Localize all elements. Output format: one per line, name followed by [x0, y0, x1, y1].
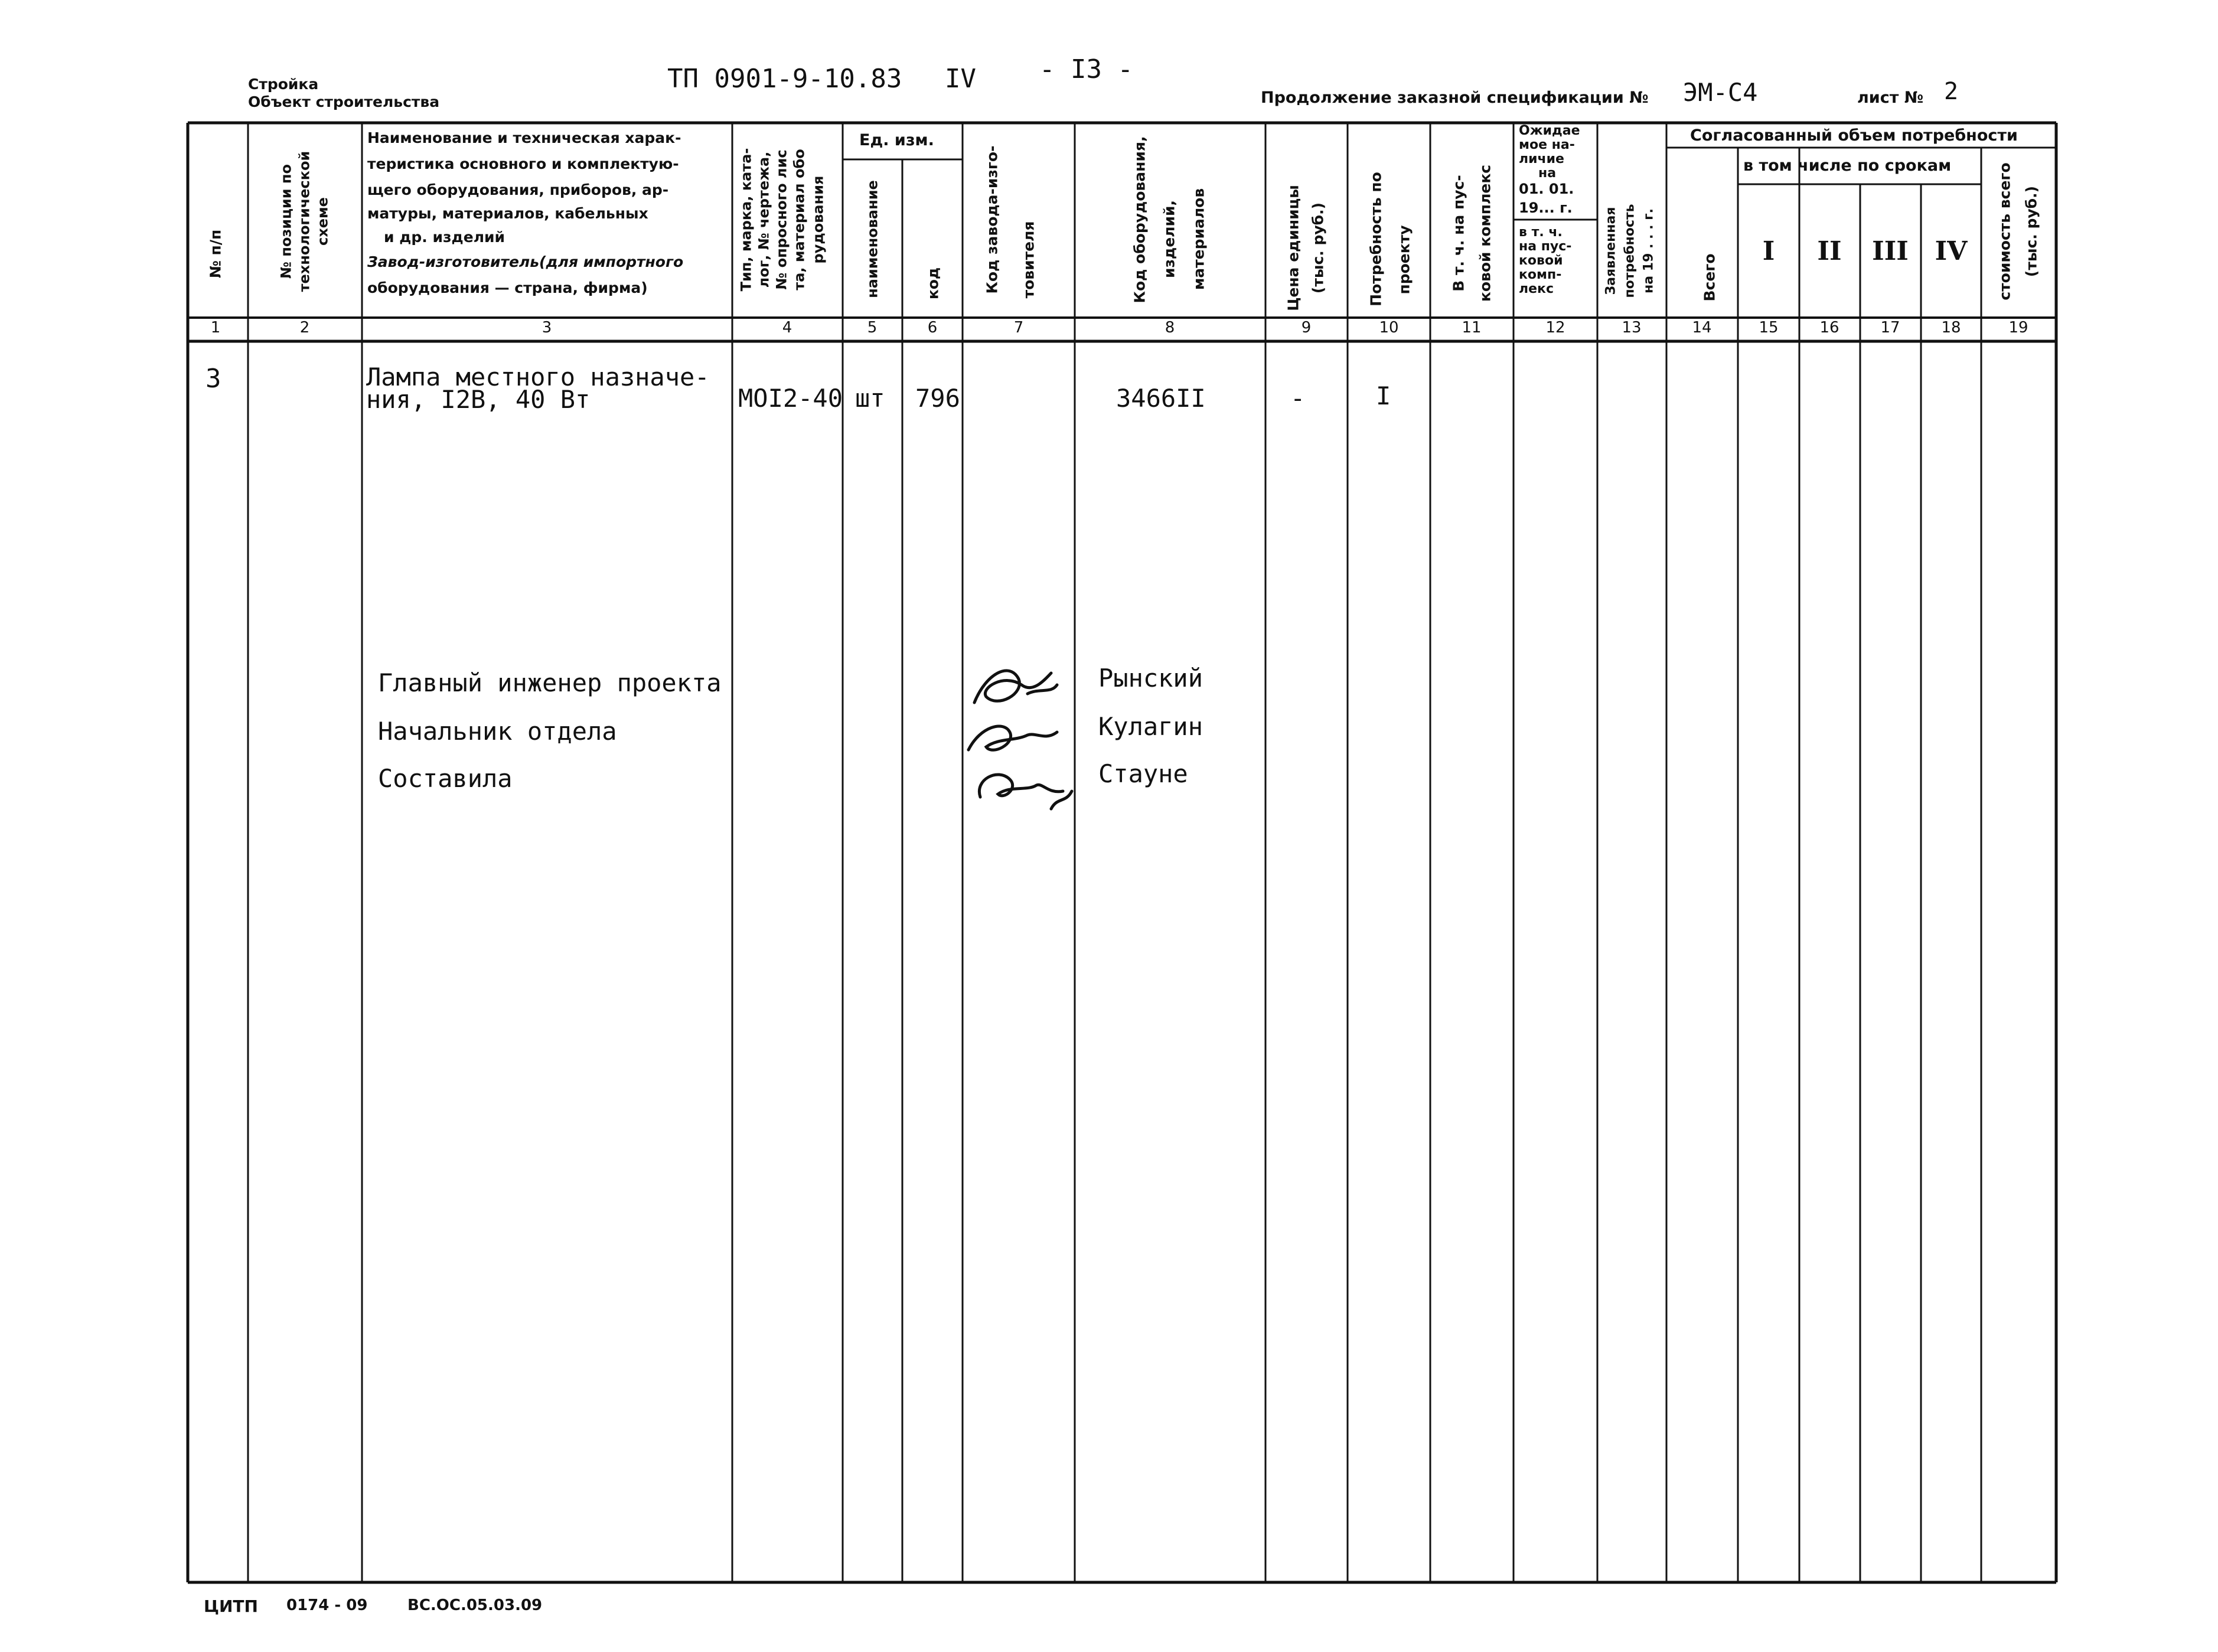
- header-name-line5: и др. изделий: [384, 228, 505, 246]
- column-number-4: 4: [782, 319, 792, 337]
- header-type-line2: лог, № чертежа,: [755, 151, 772, 288]
- document-code: ТП 0901-9-10.83: [667, 64, 902, 94]
- header-expected-startup-line5: лекс: [1519, 282, 1554, 296]
- column-number-6: 6: [927, 319, 938, 337]
- header-manufacturer-code-line2: товителя: [1020, 221, 1038, 299]
- column-number-3: 3: [542, 319, 552, 337]
- header-term-4: IV: [1935, 236, 1968, 266]
- header-total: Всего: [1701, 253, 1718, 302]
- stroika-label: Стройка: [248, 76, 319, 93]
- column-number-15: 15: [1759, 319, 1779, 337]
- header-declared-line3: на 19 . . . г.: [1641, 208, 1656, 293]
- column-number-5: 5: [867, 319, 878, 337]
- continuation-label: Продолжение заказной спецификации №: [1261, 89, 1649, 107]
- header-expected-startup-line2: на пус-: [1519, 239, 1572, 254]
- header-need-line1: Потребность по: [1367, 172, 1385, 306]
- item-type: МОI2-40: [738, 384, 843, 413]
- header-unit-group: Ед. изм.: [859, 131, 934, 149]
- column-number-19: 19: [2008, 319, 2028, 337]
- footer-code-2: ВС.ОС.05.03.09: [407, 1597, 543, 1614]
- column-number-16: 16: [1819, 319, 1839, 337]
- column-number-10: 10: [1379, 319, 1399, 337]
- column-number-12: 12: [1545, 319, 1565, 337]
- header-expected-line2: мое на-: [1519, 138, 1575, 152]
- sheet-number: 2: [1944, 78, 1959, 105]
- header-price-line1: Цена единицы: [1284, 185, 1302, 311]
- header-name-line4: матуры, материалов, кабельных: [367, 205, 648, 222]
- column-number-11: 11: [1462, 319, 1482, 337]
- header-type-line1: Тип, марка, ката-: [738, 148, 755, 292]
- object-label: Объект строительства: [248, 93, 440, 110]
- header-cost-line2: (тыс. руб.): [2023, 185, 2040, 277]
- header-price-line2: (тыс. руб.): [1309, 202, 1327, 294]
- header-agreed-group: Согласованный объем потребности: [1690, 126, 2018, 145]
- header-equipment-code-line2: изделий,: [1160, 200, 1178, 279]
- spec-number: ЭМ-С4: [1683, 78, 1758, 107]
- column-number-14: 14: [1692, 319, 1712, 337]
- column-number-8: 8: [1165, 319, 1175, 337]
- header-terms-group: в том числе по срокам: [1743, 156, 1952, 175]
- header-startup-line2: ковой комплекс: [1476, 164, 1494, 302]
- column-number-2: 2: [299, 319, 310, 337]
- header-name-line2: теристика основного и комплектую-: [367, 155, 679, 172]
- item-price: -: [1290, 384, 1306, 413]
- column-number-1: 1: [210, 319, 221, 337]
- album-number: IV: [945, 64, 976, 94]
- signature-name-chief-engineer: Рынский: [1098, 664, 1203, 693]
- header-declared-line2: потребность: [1622, 204, 1638, 298]
- column-number-18: 18: [1941, 319, 1961, 337]
- header-equipment-code-line3: материалов: [1190, 188, 1208, 290]
- item-name-line2: ния, I2В, 40 Вт: [366, 385, 591, 414]
- header-equipment-code-line1: Код оборудования,: [1131, 136, 1149, 303]
- footer-code-1: 0174 - 09: [286, 1597, 368, 1614]
- handwritten-signatures: [963, 638, 1092, 827]
- item-unit-name: шт: [855, 384, 885, 413]
- header-need-line2: проекту: [1395, 225, 1413, 295]
- column-number-13: 13: [1622, 319, 1642, 337]
- signature-role-compiler: Составила: [378, 764, 513, 793]
- header-expected-line5: 01. 01.: [1519, 181, 1574, 197]
- header-type-line4: та, материал обо: [791, 149, 808, 290]
- column-number-17: 17: [1880, 319, 1900, 337]
- sheet-label: лист №: [1857, 89, 1924, 107]
- header-unit-name: наименование: [864, 180, 881, 298]
- header-expected-line1: Ожидае: [1519, 123, 1580, 138]
- signature-name-department-head: Кулагин: [1098, 712, 1203, 741]
- signature-role-chief-engineer: Главный инженер проекта: [378, 668, 722, 697]
- header-row-number: № п/п: [207, 229, 224, 279]
- item-need: I: [1376, 381, 1391, 410]
- item-equipment-code: 3466II: [1116, 384, 1206, 413]
- header-term-3: III: [1872, 236, 1909, 266]
- header-expected-line3: личие: [1519, 152, 1564, 166]
- header-name-line1: Наименование и техническая харак-: [367, 129, 681, 146]
- row-number: 3: [206, 364, 221, 394]
- header-expected-line4: на: [1538, 166, 1557, 181]
- item-name-line1: Лампа местного назначе-: [366, 363, 710, 391]
- footer-org: ЦИТП: [204, 1597, 258, 1616]
- header-type-line5: рудования: [810, 175, 827, 264]
- header-manufacturer-line1: Завод-изготовитель(для импортного: [367, 253, 684, 270]
- header-manufacturer-line2: оборудования — страна, фирма): [367, 279, 648, 296]
- item-unit-code: 796: [915, 384, 960, 413]
- header-type-line3: № опросного лис: [773, 149, 790, 290]
- header-unit-code: код: [924, 267, 942, 300]
- header-expected-startup-line3: ковой: [1519, 253, 1563, 268]
- header-name-line3: щего оборудования, приборов, ар-: [367, 181, 669, 198]
- header-term-2: II: [1817, 236, 1842, 266]
- header-term-1: I: [1762, 236, 1775, 266]
- header-expected-startup-line4: комп-: [1519, 267, 1562, 282]
- signature-role-department-head: Начальник отдела: [378, 717, 617, 746]
- header-startup-line1: В т. ч. на пус-: [1450, 175, 1467, 292]
- column-number-9: 9: [1301, 319, 1312, 337]
- header-cost-line1: стоимость всего: [1996, 162, 2014, 301]
- header-position: № позиции по технологической схеме: [278, 151, 331, 292]
- header-expected-line6: 19... г.: [1519, 200, 1573, 216]
- header-manufacturer-code-line1: Код завода-изго-: [983, 145, 1001, 294]
- column-number-7: 7: [1013, 319, 1024, 337]
- signature-name-compiler: Стауне: [1098, 759, 1188, 788]
- header-declared-line1: Заявленная: [1603, 207, 1619, 295]
- header-expected-startup-line1: в т. ч.: [1519, 225, 1563, 240]
- page-number: - I3 -: [1039, 54, 1133, 84]
